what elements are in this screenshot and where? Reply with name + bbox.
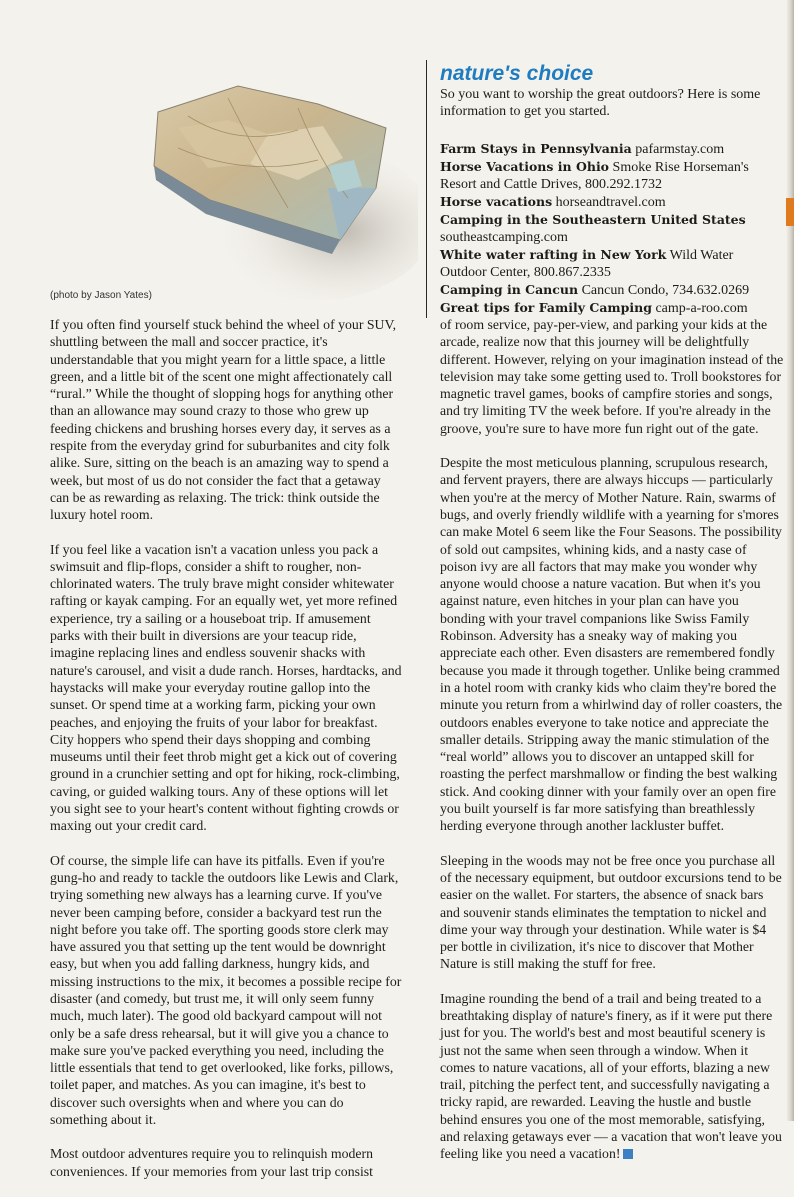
article-paragraph: Imagine rounding the bend of a trail and being treated to a breathtaking display of nature's finery, as if it were put there just for you. The world's best and most beautiful scenery is just not the same when seen through a window. When it comes to nature vacations, all of your efforts, blazing a new trail, pitching the perfect tent, and successfully navigating a tricky rapid, are rewarded. Leaving the hustle and bustle behind ensures you one of the most memorable, satisfying, and relaxing getaways ever — a vacation that won't leave you feeling like you need a vacation!	[440, 990, 782, 1162]
article-paragraph: of room service, pay-per-view, and parking your kids at the arcade, realize now that this journey will be delightfully different. However, relying on your imagination instead of the television may take some getting used to. Troll bookstores for magnetic travel games, books of campfire stories and songs, and try limiting TV the week before. If you're already in the groove, you're sure to have more fun right out of the gate.	[440, 317, 784, 436]
crumpled-map-photo	[118, 68, 418, 300]
article-paragraph: If you feel like a vacation isn't a vacation unless you pack a swimsuit and flip-flops, consider a shift to rougher, non-chlorinated waters. The truly brave might consider whitewater rafting or kayak camping. For an equally wet, yet more refined experience, try a sailing or a houseboat trip. If amusement parks with their built in diversions are your teacup ride, imagine replacing lines and endless souvenir shacks with nature's carousel, and visit a dude ranch. Horses, hardtacks, and haystacks will make your everyday routine gallop into the sunset. Or spend time at a working farm, picking your own peaches, and enjoying the fruits of your labor for breakfast. City hoppers who spend their days shopping and combing museums until their feet throb might get a kick out of covering ground in a crunchier setting and opt for hiking, rock-climbing, caving, or guided walking tours. Any of these options will let you sight see to your heart's content without fighting crowds or maxing out your credit card.	[50, 541, 402, 834]
resource-item: Horse Vacations in Ohio Smoke Rise Horseman's Resort and Cattle Drives, 800.292.1732	[440, 159, 749, 192]
resource-item: Camping in the Southeastern United States southeastcamping.com	[440, 212, 746, 245]
article-paragraph: Despite the most meticulous planning, scrupulous research, and fervent prayers, there are always hiccups — particularly when you're at the mercy of Mother Nature. Rain, swarms of bugs, and overly friendly wildlife with a yearning for s'mores can make Motel 6 seem like the Four Seasons. The possibility of sold out campsites, whining kids, and a nasty case of poison ivy are all factors that may make you wonder why anyone would choose a nature vacation. But when it's you against nature, even hitches in your plan can have you bonding with your travel companions like Swiss Family Robinson. Adversity has a sneaky way of making you appreciate each other. Even disasters are remembered fondly because you made it through together. Unlike being crammed in a hotel room with cranky kids who claim they're bored the minute you return from a whirlwind day of roller coasters, the outdoors enables everyone to take notice and appreciate the smaller details. Stripping away the manic stimulation of the “real world” allows you to discover an untapped skill for roasting the perfect marshmallow or finding the best walking stick. And cooking dinner with your family over an open fire you built yourself is far more satisfying than breathlessly herding everyone through another lackluster buffet.	[440, 455, 783, 834]
resource-item: Camping in Cancun Cancun Condo, 734.632.0269	[440, 282, 750, 298]
page-edge-tab	[786, 198, 794, 226]
column-divider	[426, 60, 427, 318]
article-column-right	[440, 316, 785, 1180]
sidebar-title: nature's choice	[440, 62, 594, 85]
article-paragraph: Sleeping in the woods may not be free once you purchase all of the necessary equipment, but outdoor excursions tend to be easier on the wallet. For starters, the absence of snack bars and souvenir stands eliminates the temptation to nickel and dime your way through your destination. While water is $4 per bottle in civilization, it's nice to discover that Mother Nature is still making the stuff for free.	[440, 852, 782, 972]
article-paragraph: Most outdoor adventures require you to relinquish modern conveniences. If your memories from your last trip consist	[50, 1146, 374, 1179]
resource-item: Horse vacations horseandtravel.com	[440, 194, 666, 210]
resources-sidebar	[440, 62, 780, 317]
end-mark-icon	[623, 1149, 633, 1159]
photo-caption: (photo by Jason Yates)	[50, 290, 152, 301]
article-paragraph: Of course, the simple life can have its pitfalls. Even if you're gung-ho and ready to tackle the outdoors like Lewis and Clark, trying something new always has a learning curve. If you've never been camping before, consider a backyard test run the night before you take off. The sporting goods store clerk may have assured you that setting up the tent would be downright easy, but when you add falling darkness, hungry kids, and missing instructions to the mix, it becomes a possible recipe for disaster (and comedy, but trust me, it will only seem funny much, much later). The good old backyard campout will not only be a safe dress rehearsal, but it will give you a chance to make sure you've packed everything you need, including the little essentials that tend to get overlooked, like forks, pillows, toilet paper, and matches. As you can imagine, it's best to discover such oversights when and where you can do something about it.	[50, 852, 402, 1128]
resource-item: Great tips for Family Camping camp-a-roo.com	[440, 300, 748, 316]
article-column-left	[50, 316, 402, 1197]
resource-item: Farm Stays in Pennsylvania pafarmstay.com	[440, 141, 725, 157]
resource-list	[440, 140, 780, 317]
article-paragraph: If you often find yourself stuck behind the wheel of your SUV, shuttling between the mall and soccer practice, it's understandable that you might yearn for a little space, a little green, and a little bit of the scent one might affectionately call “rural.” While the thought of slopping hogs for anything other than an allowance may sound crazy to those who grew up feeding chickens and brushing horses every day, it serves as a respite from the everyday grind for suburbanites and city folk alike. Sure, sitting on the beach is an amazing way to spend a week, but most of us do not consider the fact that a getaway can be as rewarding as relaxing. The trick: think outside the luxury hotel room.	[50, 317, 397, 523]
resource-item: White water rafting in New York Wild Water Outdoor Center, 800.867.2335	[440, 247, 734, 280]
page-binding-edge	[786, 0, 794, 1121]
sidebar-intro: So you want to worship the great outdoors? Here is some information to get you started.	[440, 87, 761, 119]
